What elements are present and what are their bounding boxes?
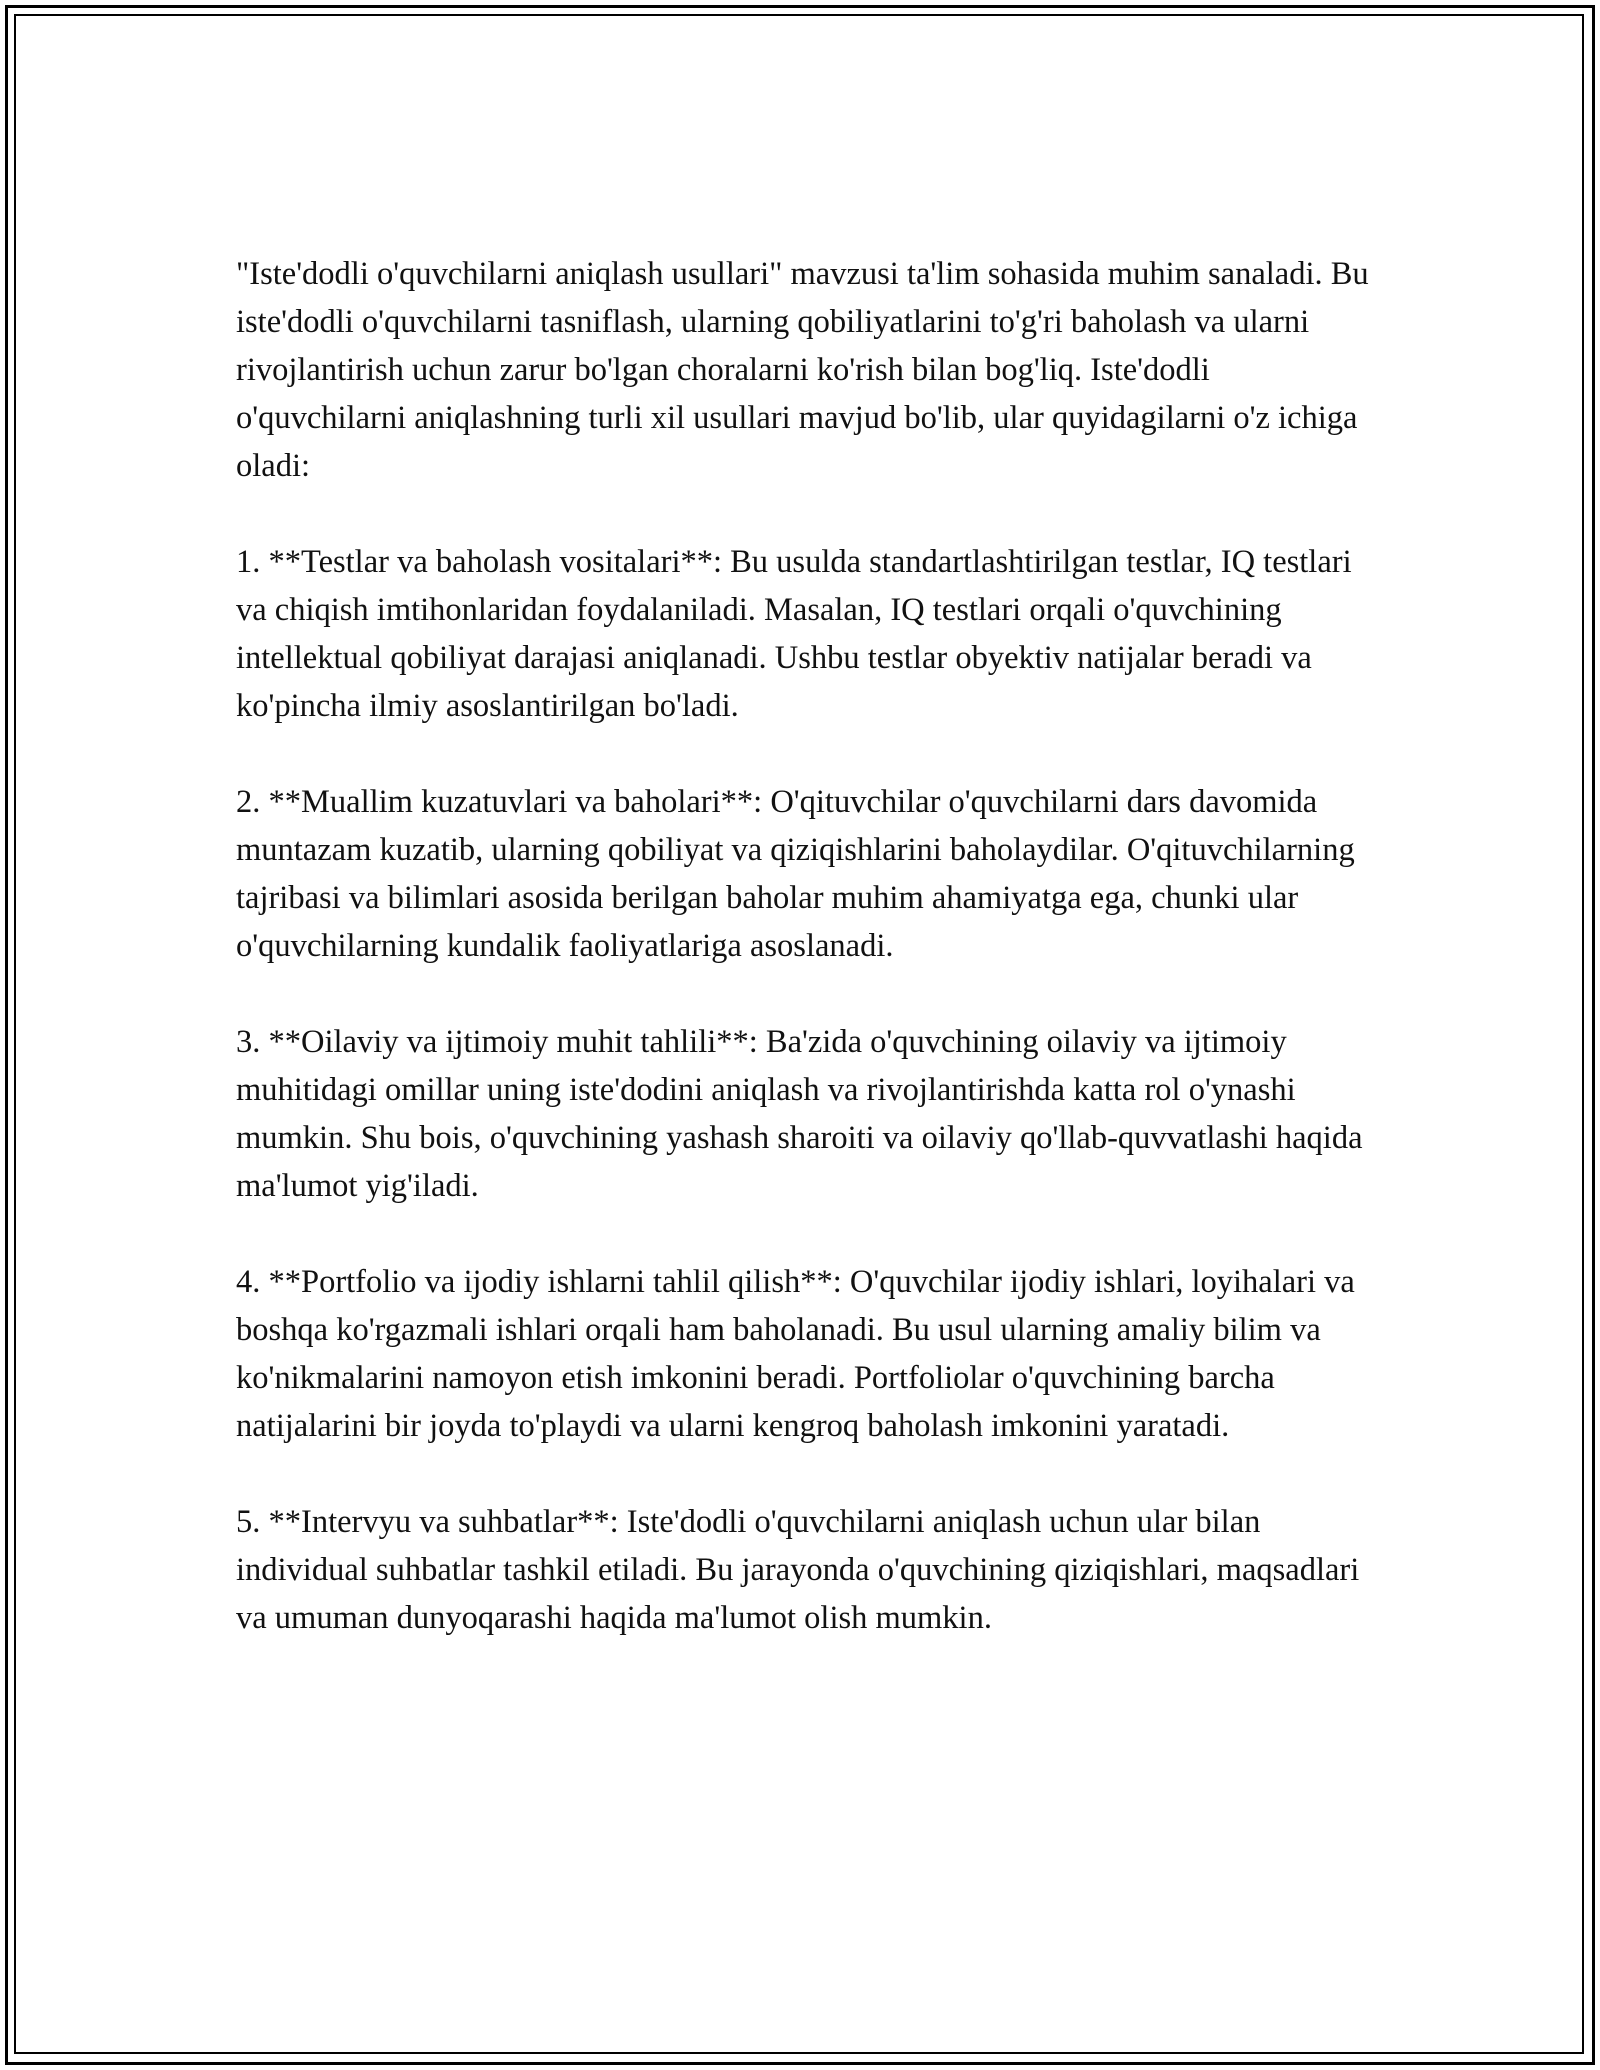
- list-item-portfolio: 4. **Portfolio va ijodiy ishlarni tahlil qilish**: O'quvchilar ijodiy ishlari, loyihalari va boshqa ko'rgazmali ishlari orqali ham baholanadi. Bu usul ularning amaliy bilim va ko'nikmalarini namoyon etish imkonini beradi. Portfoliolar o'quvchining barcha natijalarini bir joyda to'playdi va ularni kengroq baholash imkonini yaratadi.: [236, 1264, 1355, 1444]
- list-item-oilaviy-muhit: 3. **Oilaviy va ijtimoiy muhit tahlili**: Ba'zida o'quvchining oilaviy va ijtimoiy muhitidagi omillar uning iste'dodini aniqlash va rivojlantirishda katta rol o'ynashi mumkin. Shu bois, o'quvchining yashash sharoiti va oilaviy qo'llab-quvvatlashi haqida ma'lumot yig'iladi.: [236, 1024, 1363, 1204]
- list-item-intervyu: 5. **Intervyu va suhbatlar**: Iste'dodli o'quvchilarni aniqlash uchun ular bilan individual suhbatlar tashkil etiladi. Bu jarayonda o'quvchining qiziqishlari, maqsadlari va umuman dunyoqarashi haqida ma'lumot olish mumkin.: [236, 1504, 1360, 1636]
- document-body: [236, 250, 1386, 1642]
- list-item-testlar: 1. **Testlar va baholash vositalari**: Bu usulda standartlashtirilgan testlar, IQ testlari va chiqish imtihonlaridan foydalaniladi. Masalan, IQ testlari orqali o'quvchining intellektual qobiliyat darajasi aniqlanadi. Ushbu testlar obyektiv natijalar beradi va ko'pincha ilmiy asoslantirilgan bo'ladi.: [236, 544, 1352, 724]
- intro-paragraph: "Iste'dodli o'quvchilarni aniqlash usullari" mavzusi ta'lim sohasida muhim sanaladi. Bu iste'dodli o'quvchilarni tasniflash, ularning qobiliyatlarini to'g'ri baholash va ularni rivojlantirish uchun zarur bo'lgan choralarni ko'rish bilan bog'liq. Iste'dodli o'quvchilarni aniqlashning turli xil usullari mavjud bo'lib, ular quyidagilarni o'z ichiga oladi:: [236, 256, 1369, 484]
- list-item-muallim-kuzatuvlari: 2. **Muallim kuzatuvlari va baholari**: O'qituvchilar o'quvchilarni dars davomida muntazam kuzatib, ularning qobiliyat va qiziqishlarini baholaydilar. O'qituvchilarning tajribasi va bilimlari asosida berilgan baholar muhim ahamiyatga ega, chunki ular o'quvchilarning kundalik faoliyatlariga asoslanadi.: [236, 784, 1355, 964]
